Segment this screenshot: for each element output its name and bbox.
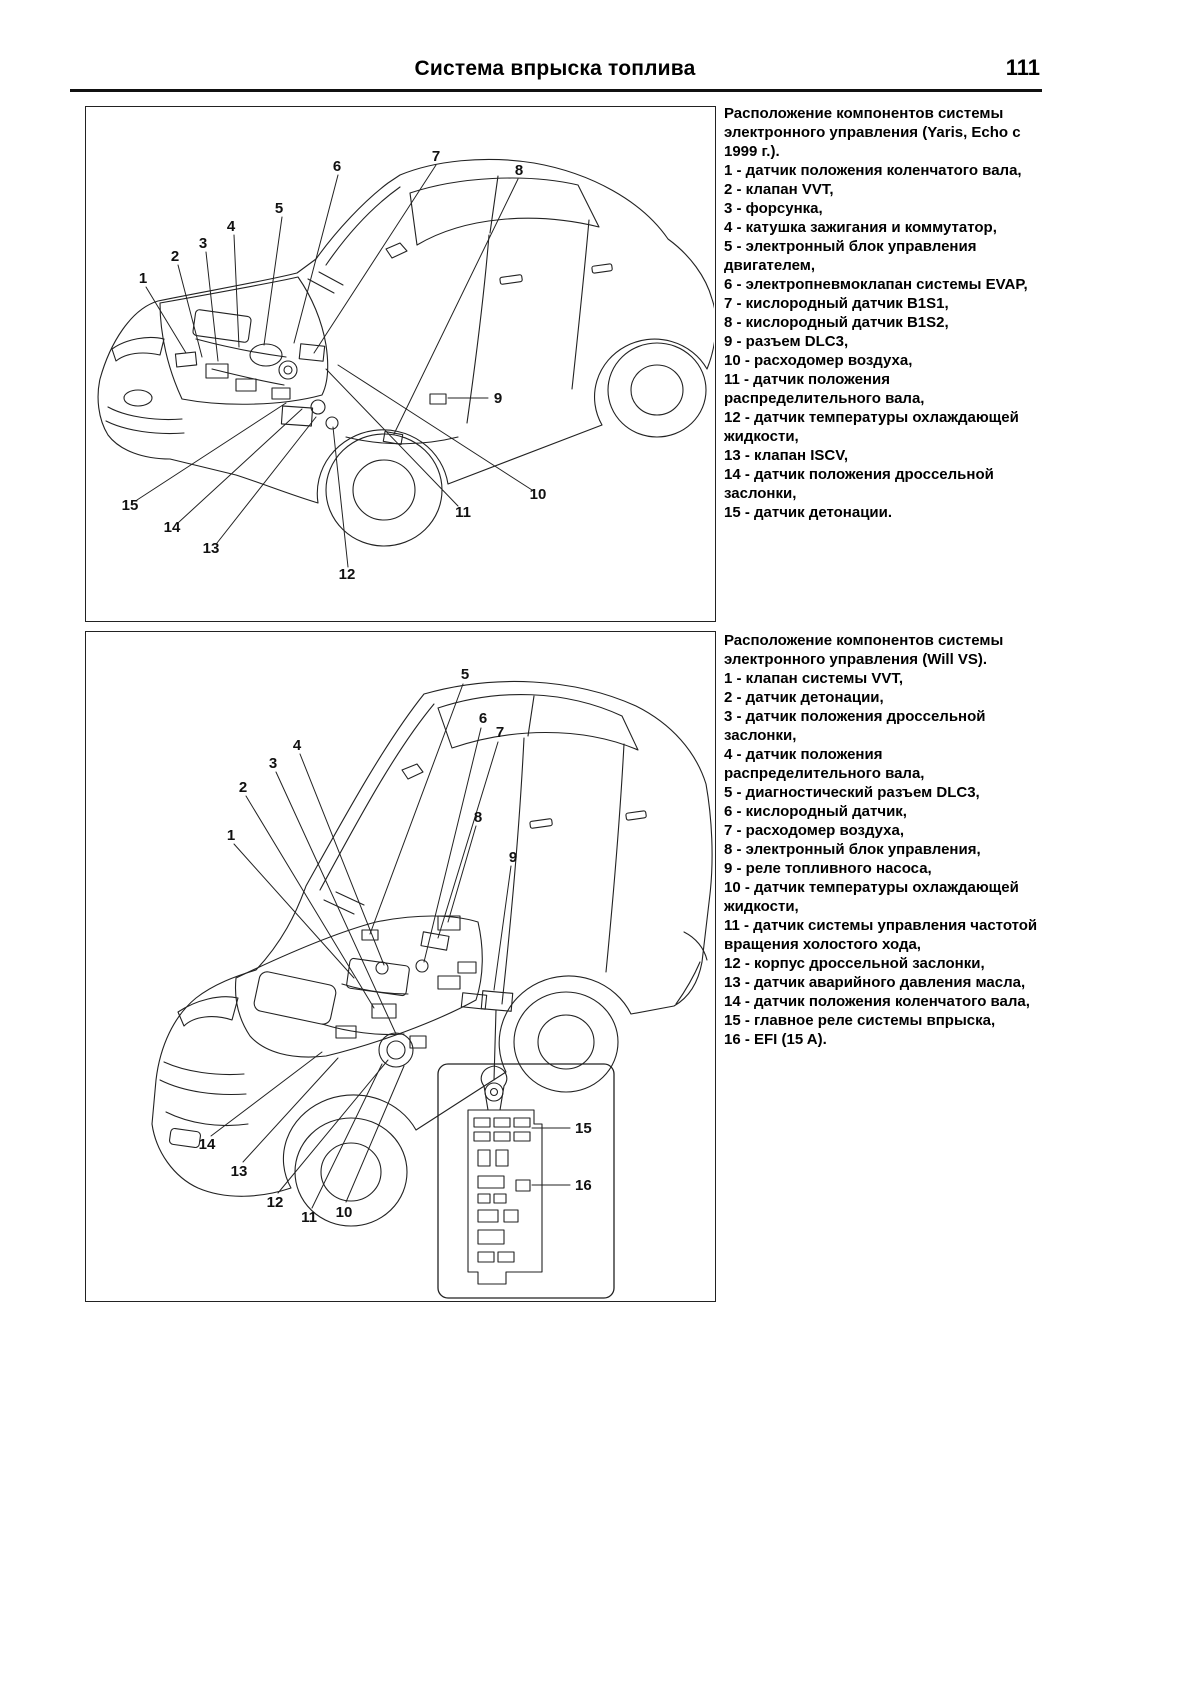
header-rule [70,89,1042,92]
legend-item: 10 - расходомер воздуха, [724,352,913,369]
callout-13: 13 [202,540,220,557]
page-number: 111 [1005,55,1040,80]
front-wheel [326,434,442,546]
legend-item: 14 - датчик положения коленчатого вала, [724,993,1030,1010]
legend-item: 12 - датчик температуры охлаждающей жидкости, [724,409,1019,445]
callout-6: 6 [478,710,488,727]
legend-item: 2 - датчик детонации, [724,689,884,706]
legend-heading: Расположение компонентов системы электронного управления (Yaris, Echo с 1999 г.). [724,105,1021,160]
callout-9: 9 [508,849,518,866]
rear-wheel [608,343,706,437]
figure-will-vs [85,631,716,1302]
engine-components [253,916,513,1067]
callout-labels [199,666,592,1226]
callout-16: 16 [575,1177,592,1194]
callout-1: 1 [226,827,236,844]
callout-4: 4 [292,737,302,754]
legend-item: 3 - форсунка, [724,200,823,217]
callout-1: 1 [138,270,148,287]
callout-10: 10 [335,1204,353,1221]
legend-item: 3 - датчик положения дроссельной заслонки, [724,708,986,744]
callout-7: 7 [431,148,441,165]
figure-yaris-echo [85,106,716,622]
callout-14: 14 [198,1136,216,1153]
callout-3: 3 [268,755,278,772]
legend-item: 7 - расходомер воздуха, [724,822,905,839]
legend-item: 11 - датчик положения распределительного вала, [724,371,925,407]
callout-5: 5 [274,200,284,217]
legend-item: 2 - клапан VVT, [724,181,834,198]
legend-item: 9 - разъем DLC3, [724,333,849,350]
legend-item: 11 - датчик системы управления частотой вращения холостого хода, [724,917,1038,953]
legend-item: 8 - кислородный датчик B1S2, [724,314,949,331]
page-title: Система впрыска топлива [414,57,696,80]
callout-2: 2 [170,248,180,265]
fuse-box-inset [438,1010,614,1298]
callout-lines [137,165,532,567]
car-body-outline [152,682,712,1197]
callout-8: 8 [514,162,524,179]
callout-12: 12 [266,1194,284,1211]
legend-item: 6 - кислородный датчик, [724,803,907,820]
legend-item: 9 - реле топливного насоса, [724,860,932,877]
legend-item: 12 - корпус дроссельной заслонки, [724,955,985,972]
legend-item: 13 - датчик аварийного давления масла, [724,974,1026,991]
legend-item: 5 - диагностический разъем DLC3, [724,784,980,801]
legend-item: 8 - электронный блок управления, [724,841,981,858]
diagram-yaris-echo [86,107,714,620]
callout-11: 11 [455,504,471,521]
legend-item: 1 - датчик положения коленчатого вала, [724,162,1022,179]
callout-15: 15 [575,1120,592,1137]
callout-12: 12 [338,566,356,583]
diagram-will-vs [86,632,714,1300]
callout-15: 15 [121,497,139,514]
legend-item: 14 - датчик положения дроссельной заслонки, [724,466,994,502]
windows-and-doors [308,176,612,423]
legend-item: 6 - электропневмоклапан системы EVAP, [724,276,1028,293]
callout-9: 9 [493,390,503,407]
legend-item: 10 - датчик температуры охлаждающей жидкости, [724,879,1019,915]
callout-5: 5 [460,666,470,683]
rear-wheel [514,992,618,1092]
callout-10: 10 [529,486,547,503]
legend-item: 15 - датчик детонации. [724,504,893,521]
callout-lines [211,684,511,1208]
callout-2: 2 [238,779,248,796]
legend-item: 5 - электронный блок управления двигателем, [724,238,977,274]
legend-will-vs [724,631,1040,1049]
engine-components [175,309,458,444]
callout-7: 7 [495,724,505,741]
front-fascia [160,997,248,1148]
legend-item: 4 - катушка зажигания и коммутатор, [724,219,997,236]
engine-bay-opening [236,916,483,1057]
callout-8: 8 [473,809,483,826]
callout-6: 6 [332,158,342,175]
callout-11: 11 [301,1209,317,1226]
legend-item: 15 - главное реле системы впрыска, [724,1012,996,1029]
legend-item: 4 - датчик положения распределительного вала, [724,746,925,782]
callout-3: 3 [198,235,208,252]
legend-item: 7 - кислородный датчик B1S1, [724,295,949,312]
legend-heading: Расположение компонентов системы электронного управления (Will VS). [724,632,1004,668]
callout-13: 13 [230,1163,248,1180]
callout-14: 14 [163,519,181,536]
legend-yaris-echo [724,104,1040,522]
legend-item: 1 - клапан системы VVT, [724,670,904,687]
front-fascia [106,337,184,433]
legend-item: 13 - клапан ISCV, [724,447,849,464]
legend-item: 16 - EFI (15 A). [724,1031,827,1048]
callout-4: 4 [226,218,236,235]
